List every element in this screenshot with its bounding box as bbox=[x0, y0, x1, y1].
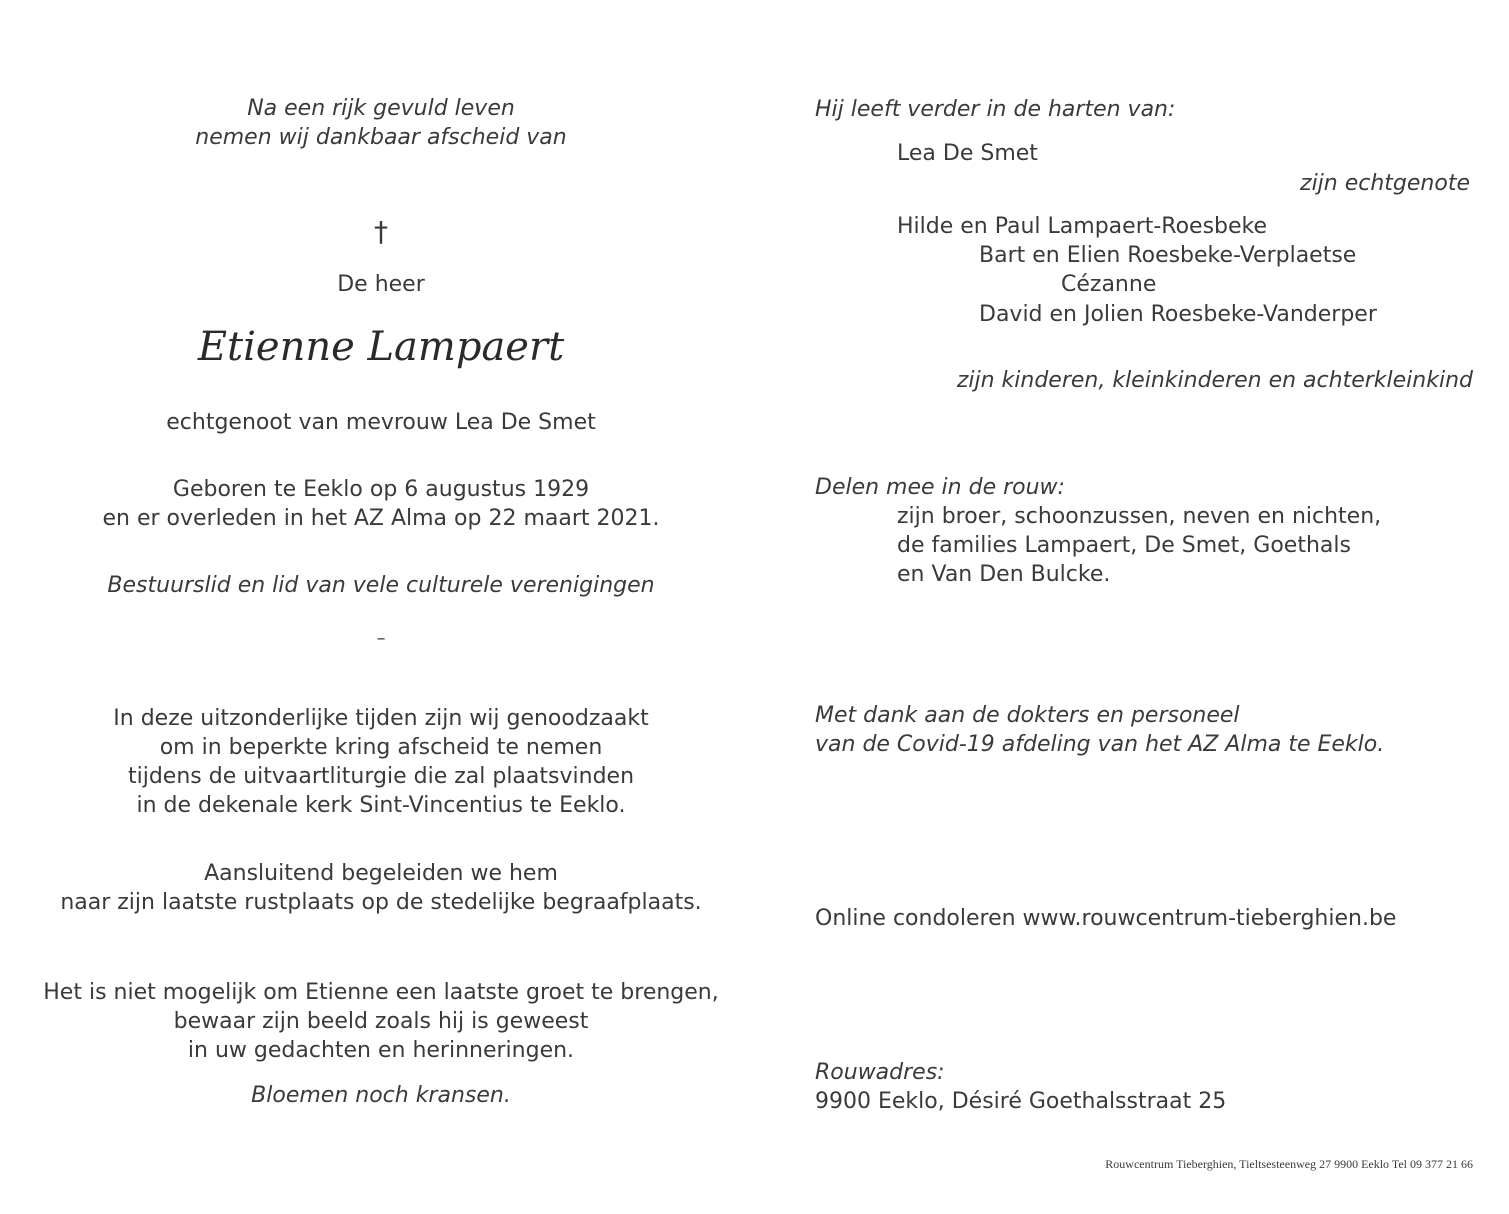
intro-line-1: Na een rijk gevuld leven bbox=[247, 96, 515, 121]
visit-line: Het is niet mogelijk om Etienne een laatste groet te brengen, bbox=[43, 980, 719, 1005]
thanks-line-2: van de Covid-19 afdeling van het AZ Alma te Eeklo. bbox=[815, 732, 1385, 757]
deceased-name: Etienne Lampaert bbox=[197, 324, 565, 370]
thanks-line-1: Met dank aan de dokters en personeel bbox=[815, 703, 1240, 728]
online-condolence-line: Online condoleren www.rouwcentrum-tieberghien.be bbox=[815, 906, 1397, 931]
child-name: Hilde en Paul Lampaert-Roesbeke bbox=[897, 214, 1268, 239]
notice-line: tijdens de uitvaartliturgie die zal plaatsvinden bbox=[127, 764, 635, 789]
mourning-line: en Van Den Bulcke. bbox=[897, 562, 1111, 587]
children-role: zijn kinderen, kleinkinderen en achterkleinkind bbox=[956, 368, 1473, 393]
visit-line: in uw gedachten en herinneringen. bbox=[187, 1038, 575, 1063]
burial-line: Aansluitend begeleiden we hem bbox=[204, 861, 558, 886]
death-line: en er overleden in het AZ Alma op 22 maart 2021. bbox=[102, 506, 660, 531]
funeral-home-footer: Rouwcentrum Tieberghien, Tieltsesteenweg 27 9900 Eeklo Tel 09 377 21 66 bbox=[1105, 1157, 1473, 1171]
flowers-line: Bloemen noch kransen. bbox=[251, 1083, 511, 1108]
mourning-line: zijn broer, schoonzussen, neven en nichten, bbox=[897, 504, 1382, 529]
separator-dash: – bbox=[376, 628, 386, 649]
birth-line: Geboren te Eeklo op 6 augustus 1929 bbox=[172, 477, 590, 502]
spouse-line: echtgenoot van mevrouw Lea De Smet bbox=[166, 410, 596, 435]
cross-icon: † bbox=[374, 215, 388, 248]
visit-line: bewaar zijn beeld zoals hij is geweest bbox=[173, 1009, 589, 1034]
notice-line: om in beperkte kring afscheid te nemen bbox=[159, 735, 603, 760]
mourning-address: 9900 Eeklo, Désiré Goethalsstraat 25 bbox=[815, 1089, 1227, 1114]
wife-name: Lea De Smet bbox=[897, 141, 1038, 166]
burial-line: naar zijn laatste rustplaats op de stedelijke begraafplaats. bbox=[60, 890, 702, 915]
address-heading: Rouwadres: bbox=[815, 1060, 945, 1085]
mourning-line: de families Lampaert, De Smet, Goethals bbox=[897, 533, 1351, 558]
honorific: De heer bbox=[337, 272, 425, 297]
wife-role: zijn echtgenote bbox=[1300, 171, 1470, 196]
intro-line-2: nemen wij dankbaar afscheid van bbox=[195, 125, 567, 150]
role-line: Bestuurslid en lid van vele culturele verenigingen bbox=[107, 573, 655, 598]
mourning-heading: Delen mee in de rouw: bbox=[815, 475, 1065, 500]
notice-line: in de dekenale kerk Sint-Vincentius te Eeklo. bbox=[136, 793, 626, 818]
grandchild-name: David en Jolien Roesbeke-Vanderper bbox=[979, 302, 1377, 327]
grandchild-name: Bart en Elien Roesbeke-Verplaetse bbox=[979, 243, 1357, 268]
lives-on-heading: Hij leeft verder in de harten van: bbox=[815, 97, 1176, 122]
notice-line: In deze uitzonderlijke tijden zijn wij genoodzaakt bbox=[113, 706, 649, 731]
great-grandchild-name: Cézanne bbox=[1061, 272, 1157, 297]
